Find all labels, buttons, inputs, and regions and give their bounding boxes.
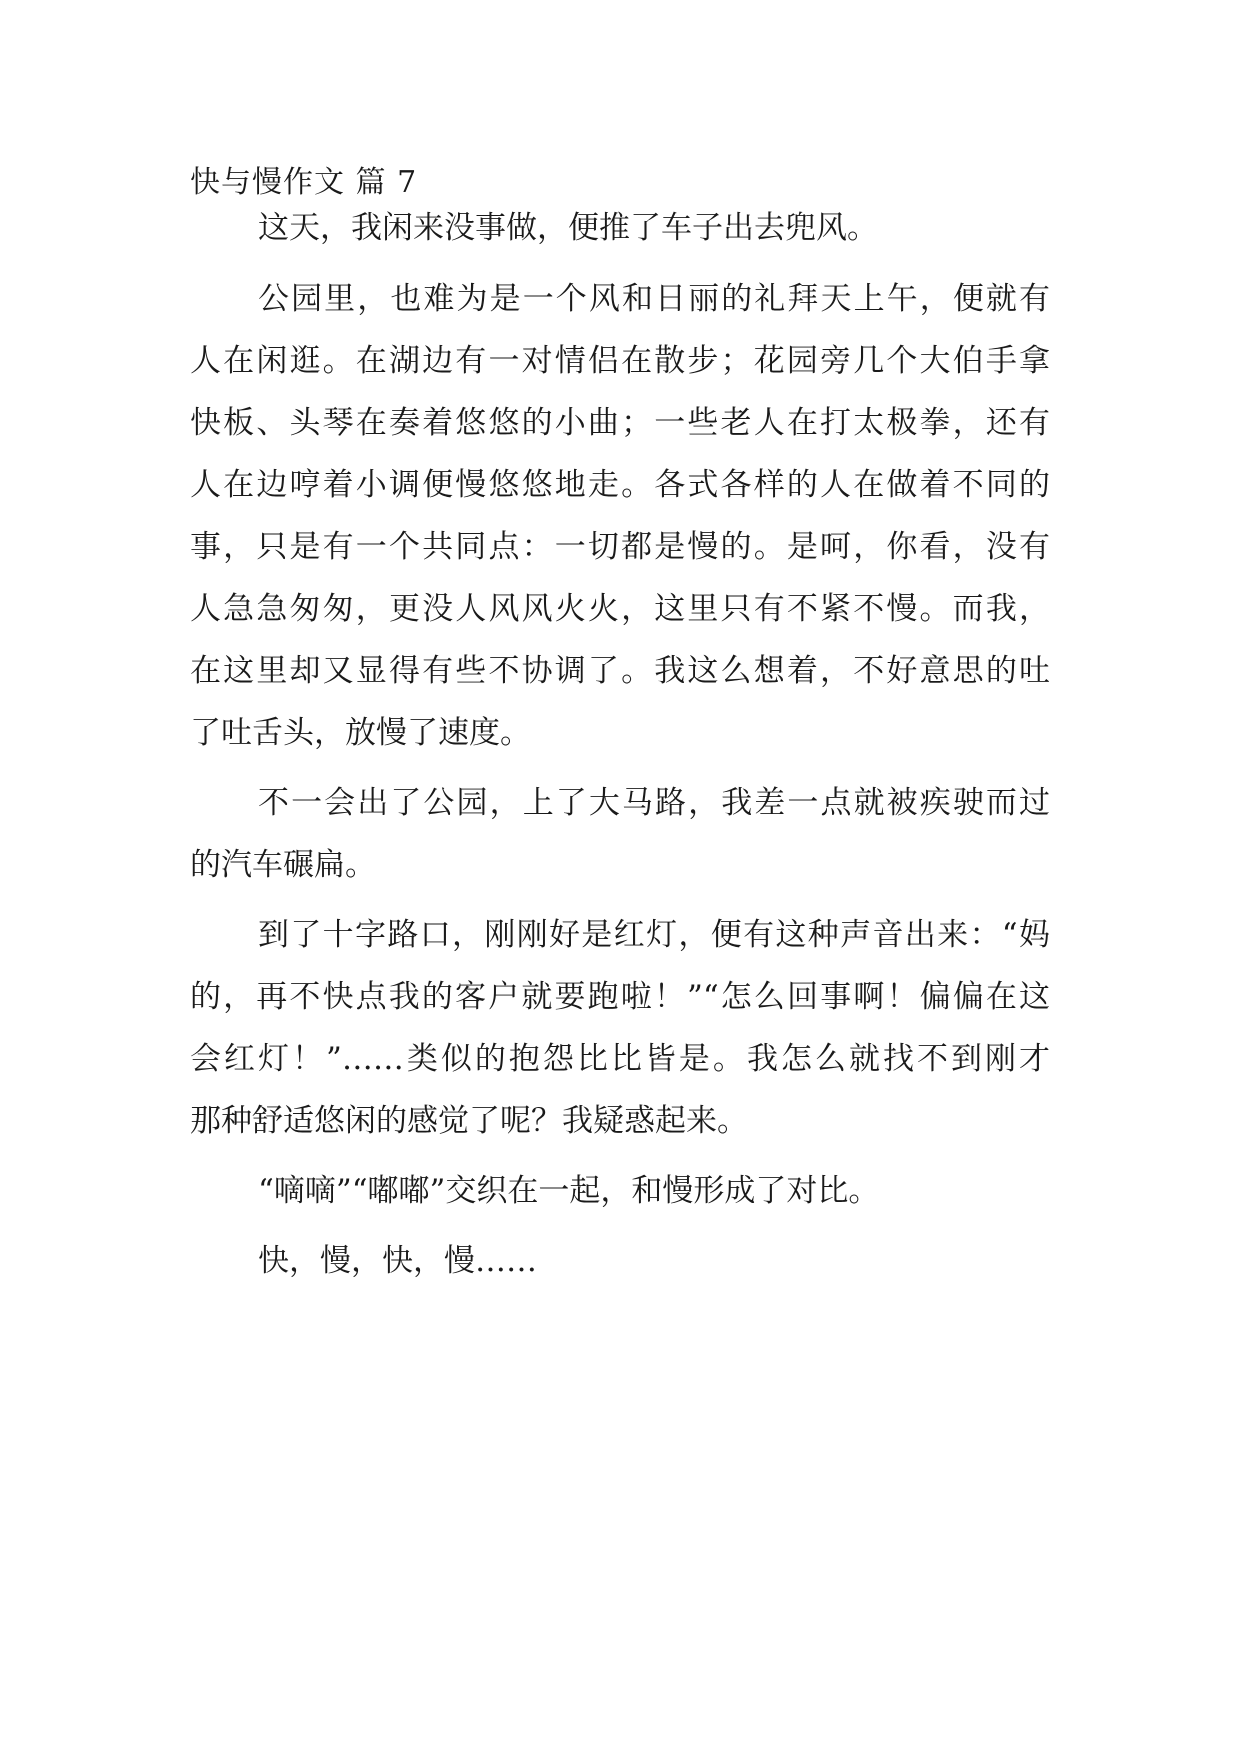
paragraph-line: 的汽车碾扁。 xyxy=(190,847,376,883)
paragraph-line: 会红灯！”……类似的抱怨比比皆是。我怎么就找不到刚才 xyxy=(190,1041,1050,1077)
paragraph-line: 人在边哼着小调便慢悠悠地走。各式各样的人在做着不同的 xyxy=(190,467,1050,503)
paragraph-line: 不一会出了公园，上了大马路，我差一点就被疾驶而过 xyxy=(258,785,1050,821)
paragraph-line: 公园里，也难为是一个风和日丽的礼拜天上午，便就有 xyxy=(258,281,1050,317)
paragraph-line: 这天，我闲来没事做，便推了车子出去兜风。 xyxy=(258,210,878,246)
paragraph-line: 事，只是有一个共同点：一切都是慢的。是呵，你看，没有 xyxy=(190,529,1050,565)
paragraph-line: 到了十字路口，刚刚好是红灯，便有这种声音出来：“妈 xyxy=(258,917,1050,953)
paragraph-line: “嘀嘀”“嘟嘟”交织在一起，和慢形成了对比。 xyxy=(258,1173,880,1209)
paragraph-line: 快，慢，快，慢…… xyxy=(258,1243,537,1279)
paragraph-line: 那种舒适悠闲的感觉了呢？我疑惑起来。 xyxy=(190,1103,748,1139)
paragraph-line: 快板、头琴在奏着悠悠的小曲；一些老人在打太极拳，还有 xyxy=(190,405,1050,441)
document-title: 快与慢作文 篇 7 xyxy=(190,165,418,200)
paragraph-line: 人在闲逛。在湖边有一对情侣在散步；花园旁几个大伯手拿 xyxy=(190,343,1050,379)
paragraph-line: 人急急匆匆，更没人风风火火，这里只有不紧不慢。而我， xyxy=(190,591,1050,627)
paragraph-line: 的，再不快点我的客户就要跑啦！”“怎么回事啊！偏偏在这 xyxy=(190,979,1050,1015)
paragraph-line: 了吐舌头，放慢了速度。 xyxy=(190,715,531,751)
paragraph-line: 在这里却又显得有些不协调了。我这么想着，不好意思的吐 xyxy=(190,653,1050,689)
